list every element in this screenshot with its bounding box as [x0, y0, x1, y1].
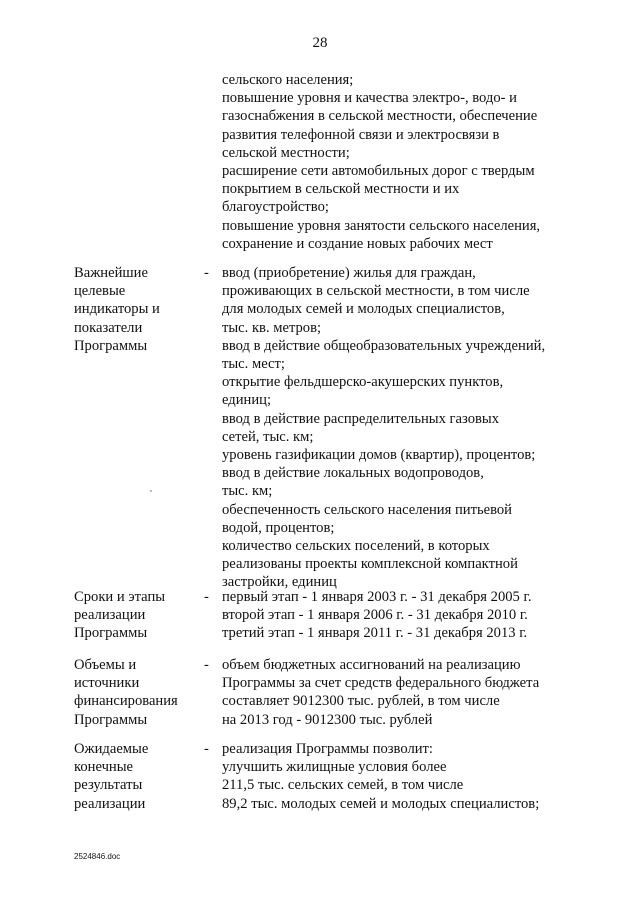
content-line: уровень газификации домов (квартир), процентов;: [222, 447, 536, 464]
section-dash: -: [204, 657, 209, 673]
content-line: ввод в действие локальных водопроводов,: [222, 465, 484, 482]
content-line: открытие фельдшерско-акушерских пунктов,: [222, 374, 504, 391]
content-line: объем бюджетных ассигнований на реализацию: [222, 657, 521, 673]
label-line: источники: [74, 675, 140, 692]
content-line: 89,2 тыс. молодых семей и молодых специалистов;: [222, 795, 540, 812]
label-line: целевые: [74, 283, 126, 300]
text-line: благоустройство;: [222, 199, 329, 216]
label-line: финансирования: [74, 693, 178, 710]
text-line: расширение сети автомобильных дорог с твердым: [222, 163, 535, 180]
content-line: реализованы проекты комплексной компактной: [222, 556, 518, 573]
content-line: ввод (приобретение) жилья для граждан,: [222, 265, 476, 281]
content-line: улучшить жилищные условия более: [222, 759, 447, 776]
content-line: сетей, тыс. км;: [222, 428, 314, 445]
document-file-code: 2524846.doc: [74, 852, 121, 861]
text-line: повышение уровня и качества электро-, водо- и: [222, 90, 517, 107]
page-number: 28: [312, 35, 328, 51]
content-line: количество сельских поселений, в которых: [222, 538, 490, 555]
label-line: индикаторы и: [74, 301, 160, 318]
label-line: реализации: [74, 607, 146, 624]
content-line: проживающих в сельской местности, в том числе: [222, 283, 530, 300]
section-content: [222, 588, 582, 643]
label-line: реализации: [74, 795, 146, 812]
text-line: повышение уровня занятости сельского населения,: [222, 217, 541, 234]
scan-speck: [150, 490, 152, 492]
text-line: развития телефонной связи и электросвязи в: [222, 126, 500, 143]
content-line: обеспеченность сельского населения питьевой: [222, 501, 512, 518]
content-line: третий этап - 1 января 2011 г. - 31 декабря 2013 г.: [222, 625, 528, 642]
label-line: Программы: [74, 337, 148, 354]
content-line: тыс. кв. метров;: [222, 319, 322, 336]
section-content: [222, 264, 582, 592]
label-line: Объемы и: [74, 657, 137, 673]
label-line: Программы: [74, 711, 148, 728]
section-dash: -: [204, 741, 209, 757]
text-line: сельской местности;: [222, 144, 350, 161]
section-content: [222, 740, 582, 813]
label-line: результаты: [74, 777, 143, 794]
content-line: второй этап - 1 января 2006 г. - 31 декабря 2010 г.: [222, 607, 528, 624]
section-dash: -: [204, 589, 209, 605]
content-line: для молодых семей и молодых специалистов,: [222, 301, 505, 318]
section-label: [74, 264, 199, 355]
label-line: Ожидаемые: [74, 741, 149, 757]
label-line: Сроки и этапы: [74, 589, 166, 605]
content-line: единиц;: [222, 392, 272, 409]
label-line: Важнейшие: [74, 265, 148, 281]
content-line: составляет 9012300 тыс. рублей, в том числе: [222, 693, 500, 710]
content-line: ввод в действие общеобразовательных учреждений,: [222, 337, 546, 354]
content-line: водой, процентов;: [222, 519, 335, 536]
content-line: ввод в действие распределительных газовых: [222, 410, 499, 427]
section-label: [74, 588, 199, 643]
text-line: сохранение и создание новых рабочих мест: [222, 235, 493, 252]
content-line: застройки, единиц: [222, 574, 337, 591]
content-line: Программы за счет средств федерального бюджета: [222, 675, 540, 692]
content-line: тыс. км;: [222, 483, 273, 500]
label-line: конечные: [74, 759, 134, 776]
content-line: реализация Программы позволит:: [222, 741, 433, 757]
content-line: на 2013 год - 9012300 тыс. рублей: [222, 711, 433, 728]
text-line: сельского населения;: [222, 72, 354, 88]
section-dash: -: [204, 265, 209, 281]
label-line: показатели: [74, 319, 143, 336]
label-line: Программы: [74, 625, 148, 642]
content-line: тыс. мест;: [222, 356, 285, 373]
content-line: первый этап - 1 января 2003 г. - 31 декабря 2005 г.: [222, 589, 532, 605]
section-content: [222, 656, 582, 729]
section-label: [74, 740, 199, 813]
intro-text-block: [222, 71, 582, 253]
text-line: газоснабжения в сельской местности, обеспечение: [222, 108, 538, 125]
text-line: покрытием в сельской местности и их: [222, 181, 460, 198]
section-label: [74, 656, 199, 729]
content-line: 211,5 тыс. сельских семей, в том числе: [222, 777, 464, 794]
